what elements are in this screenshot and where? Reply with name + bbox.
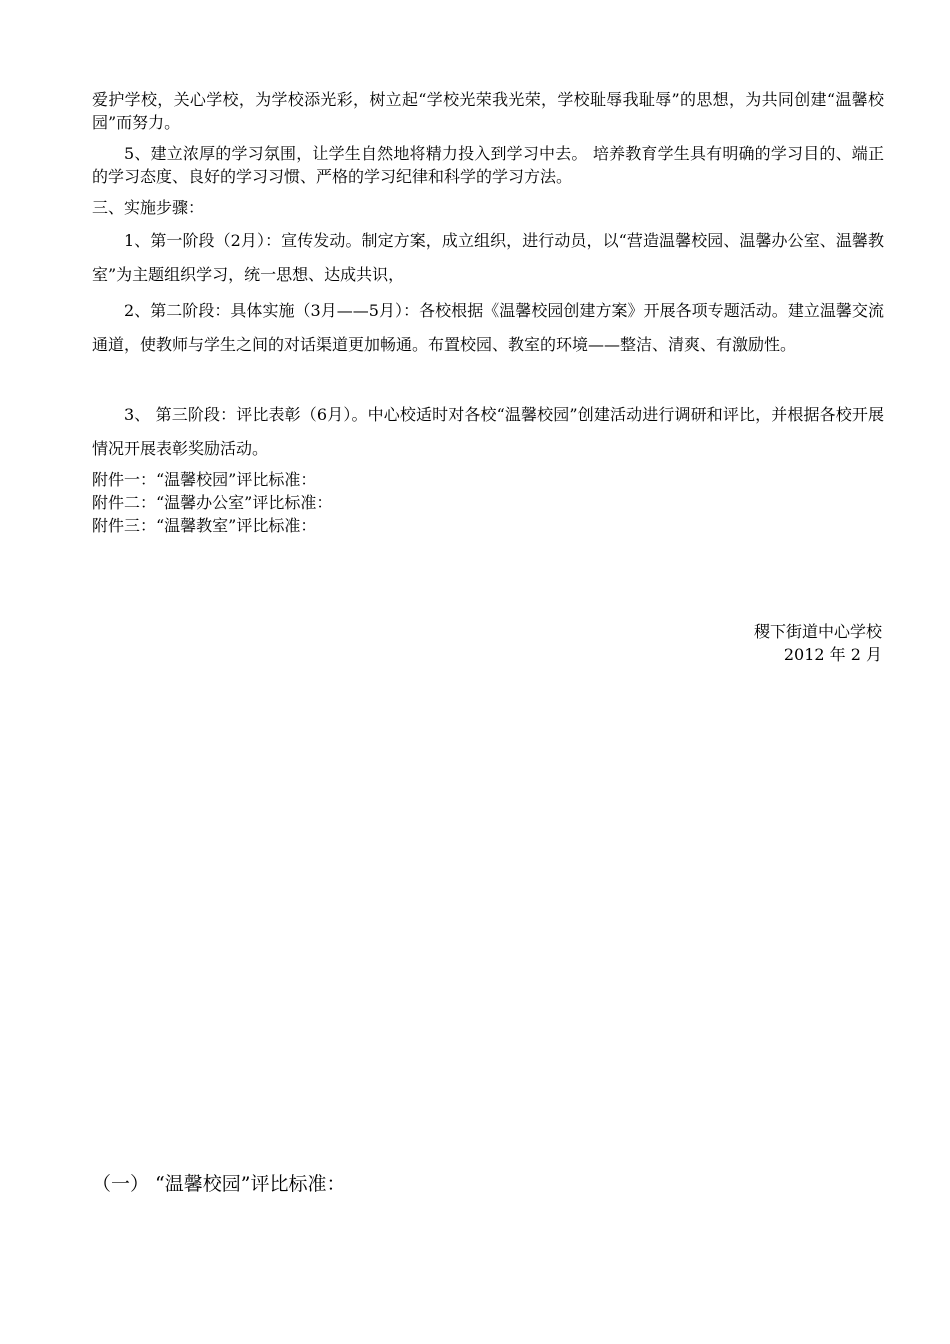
signature-date: 2012 年 2 月: [783, 645, 882, 664]
attachment-2: 附件二：“温馨办公室”评比标准：: [92, 493, 333, 512]
step-3-paragraph: 3、 第三阶段：评比表彰（6月）。中心校适时对各校“温馨校园”创建活动进行调研和评比，并根据各校开展情况开展表彰奖励活动。: [92, 405, 884, 458]
attachment-3: 附件三：“温馨教室”评比标准：: [92, 516, 317, 535]
signature-organization: 稷下街道中心学校: [753, 622, 882, 641]
section-3-heading: 三、实施步骤：: [92, 198, 205, 217]
step-2-paragraph: 2、第二阶段：具体实施（3月——5月）：各校根据《温馨校园创建方案》开展各项专题活动。建立温馨交流通道，使教师与学生之间的对话渠道更加畅通。布置校园、教室的环境——整洁、清爽、有激励性。: [92, 301, 884, 354]
step-1-paragraph: 1、第一阶段（2月）：宣传发动。制定方案，成立组织，进行动员，以“营造温馨校园、温馨办公室、温馨教室”为主题组织学习，统一思想、达成共识，: [92, 231, 884, 284]
item-5-paragraph: 5、建立浓厚的学习氛围，让学生自然地将精力投入到学习中去。 培养教育学生具有明确的学习目的、端正的学习态度、良好的学习习惯、严格的学习纪律和科学的学习方法。: [92, 144, 884, 186]
section-one-heading: （一） “温馨校园”评比标准：: [92, 1173, 346, 1195]
intro-paragraph: 爱护学校，关心学校，为学校添光彩，树立起“学校光荣我光荣，学校耻辱我耻辱”的思想，为共同创建“温馨校园”而努力。: [92, 90, 884, 132]
attachment-1: 附件一：“温馨校园”评比标准：: [92, 470, 317, 489]
